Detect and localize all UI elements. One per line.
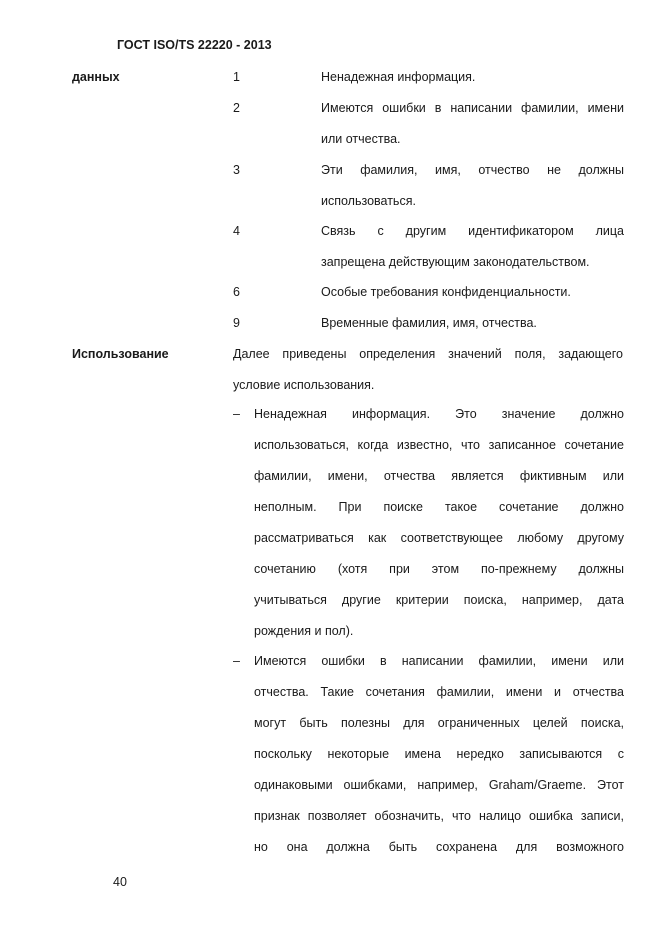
code-description — [321, 308, 624, 339]
text-line: Имеются ошибки в написании фамилии, имени — [321, 101, 624, 115]
text-line: использоваться. — [321, 194, 416, 208]
text-line: рождения и пол). — [254, 624, 354, 638]
text-line: одинаковыми ошибками, например, Graham/Graeme. Этот — [254, 778, 624, 792]
text-line: Эти фамилия, имя, отчество не должны — [321, 163, 624, 177]
code-description — [321, 277, 624, 308]
text-line: фамилии, имени, отчества является фиктивным или — [254, 469, 624, 483]
code-number: 1 — [233, 70, 240, 84]
text-line: отчества. Такие сочетания фамилии, имени и отчества — [254, 685, 624, 699]
text-line: сочетанию (хотя при этом по-прежнему должны — [254, 562, 624, 576]
code-description — [321, 216, 624, 278]
field-label-data: данных — [72, 70, 120, 84]
code-description — [321, 155, 624, 217]
text-line: Особые требования конфиденциальности. — [321, 285, 571, 299]
bullet-text — [254, 646, 624, 863]
text-line: рассматриваться как соответствующее любому другому — [254, 531, 624, 545]
text-line: могут быть полезны для ограниченных целей поиска, — [254, 716, 624, 730]
text-line: признак позволяет обозначить, что налицо ошибка записи, — [254, 809, 624, 823]
text-line: условие использования. — [233, 378, 375, 392]
text-line: запрещена действующим законодательством. — [321, 255, 590, 269]
text-line: Далее приведены определения значений поля, задающего — [233, 347, 623, 361]
text-line: использоваться, когда известно, что записанное сочетание — [254, 438, 624, 452]
text-line: или отчества. — [321, 132, 401, 146]
text-line: поскольку некоторые имена нередко записываются с — [254, 747, 624, 761]
code-number: 9 — [233, 316, 240, 330]
bullet-dash: – — [233, 407, 240, 421]
code-description — [321, 93, 624, 155]
text-line: Связь с другим идентификатором лица — [321, 224, 624, 238]
code-number: 3 — [233, 163, 240, 177]
bullet-dash: – — [233, 654, 240, 668]
field-label-usage: Использование — [72, 347, 169, 361]
page-number: 40 — [113, 875, 127, 889]
page-header: ГОСТ ISO/TS 22220 - 2013 — [117, 38, 272, 52]
usage-intro — [233, 339, 623, 401]
code-number: 2 — [233, 101, 240, 115]
text-line: учитываться другие критерии поиска, например, дата — [254, 593, 624, 607]
code-description — [321, 62, 624, 93]
text-line: неполным. При поиске такое сочетание должно — [254, 500, 624, 514]
text-line: но она должна быть сохранена для возможного — [254, 840, 624, 854]
code-number: 4 — [233, 224, 240, 238]
text-line: Временные фамилия, имя, отчества. — [321, 316, 537, 330]
text-line: Ненадежная информация. — [321, 70, 476, 84]
bullet-text — [254, 399, 624, 647]
text-line: Имеются ошибки в написании фамилии, имени или — [254, 654, 624, 668]
code-number: 6 — [233, 285, 240, 299]
text-line: Ненадежная информация. Это значение должно — [254, 407, 624, 421]
